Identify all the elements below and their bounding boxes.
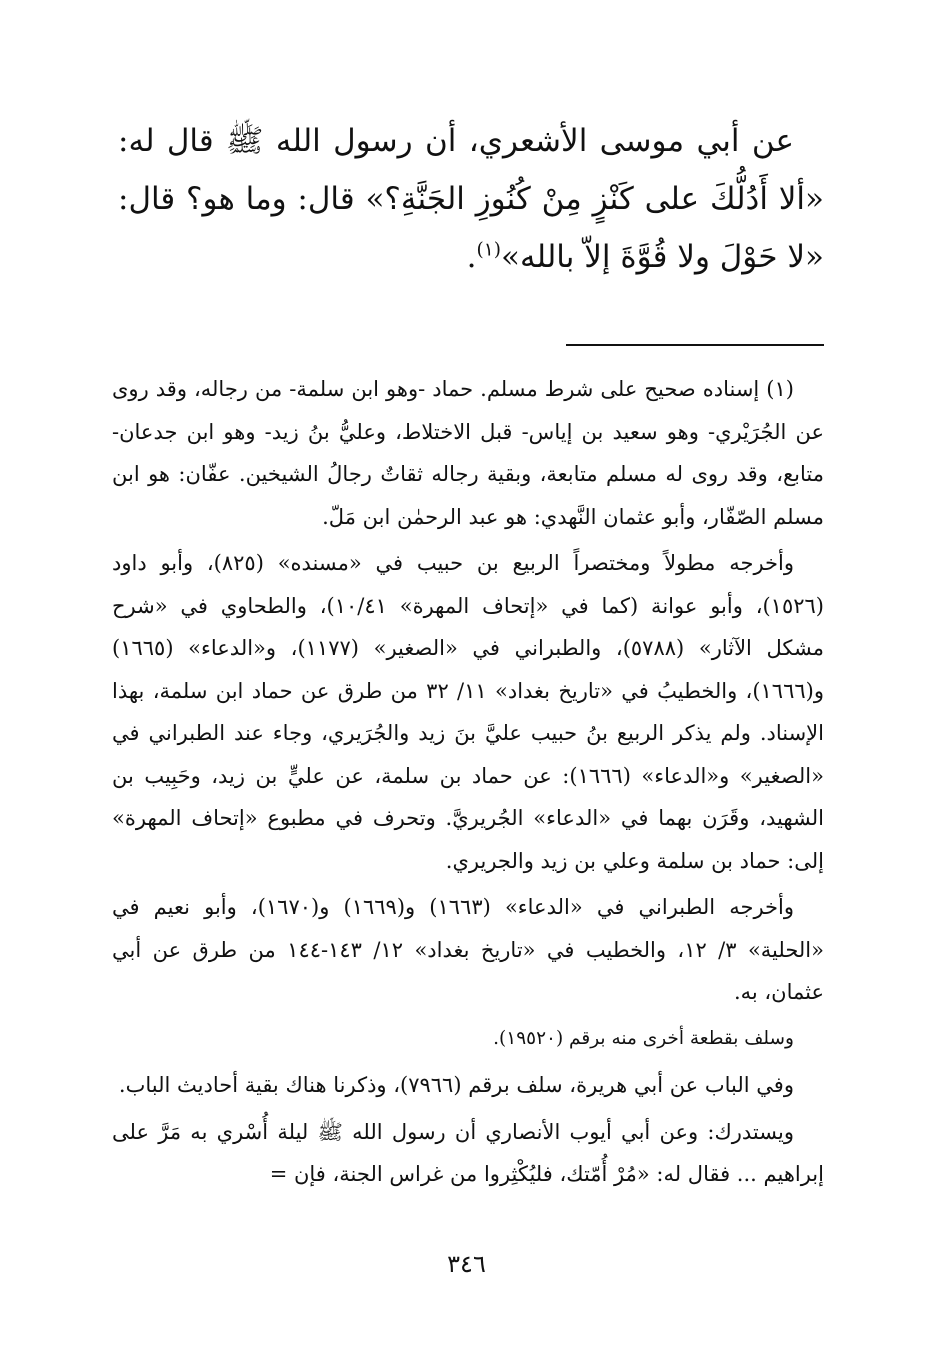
footnote-paragraph: ويستدرك: وعن أبي أيوب الأنصاري أن رسول الله ﷺ ليلة أُسْري به مَرَّ على إبراهيم ... فقال له: «مُرْ أُمّتك، فليُكْثِروا من غراس الجنة، فإن = [112, 1119, 824, 1186]
footnote-separator [566, 344, 824, 346]
hadith-paragraph [118, 112, 824, 286]
footnotes [112, 368, 824, 1200]
main-text [118, 112, 824, 286]
end-punctuation: . [466, 239, 477, 275]
footnote-paragraph: (١) إسناده صحيح على شرط مسلم. حماد -وهو ابن سلمة- من رجاله، وقد روى عن الجُرَيْري- وهو سعيد بن إياس- قبل الاختلاط، وعليُّ بنُ زيد- وهو ابن جدعان- متابع، وقد روى له مسلم متابعة، وبقية رجاله ثقاتٌ رجالُ الشيخين. عفّان: هو ابن مسلم الصّفّار، وأبو عثمان النَّهدي: هو عبد الرحمٰن ابن مَلّ. [112, 377, 824, 529]
footnote-marker: (١) [476, 239, 501, 261]
footnote-paragraph: وأخرجه الطبراني في «الدعاء» (١٦٦٣) و(١٦٦٩) و(١٦٧٠)، وأبو نعيم في «الحلية» ٣/ ١٢، والخطيب في «تاريخ بغداد» ١٢/ ١٤٣-١٤٤ من طرق عن أبي عثمان، به. [112, 895, 824, 1004]
footnote-paragraph: وسلف بقطعة أخرى منه برقم (١٩٥٢٠). [493, 1027, 794, 1049]
hadith-text: عن أبي موسى الأشعري، أن رسول الله ﷺ قال له: «ألا أَدُلُّكَ على كَنْزٍ مِنْ كُنُوزِ الجَنَّةِ؟» قال: وما هو؟ قال: «لا حَوْلَ ولا قُوَّةَ إلاّ بالله» [118, 123, 824, 275]
page-number: ٣٤٦ [447, 1250, 486, 1278]
footnote-paragraph: وأخرجه مطولاً ومختصراً الربيع بن حبيب في «مسنده» (٨٢٥)، وأبو داود (١٥٢٦)، وأبو عوانة (كما في «إتحاف المهرة» ١٠/٤١)، والطحاوي في «شرح مشكل الآثار» (٥٧٨٨)، والطبراني في «الصغير» (١١٧٧)، و«الدعاء» (١٦٦٥) و(١٦٦٦)، والخطيبُ في «تاريخ بغداد» ١١/ ٣٢ من طرق عن حماد ابن سلمة، بهذا الإسناد. ولم يذكر الربيع بنُ حبيب عليَّ بنَ زيد والجُرَيري، وجاء عند الطبراني في «الصغير» و«الدعاء» (١٦٦٦): عن حماد بن سلمة، عن عليٍّ بن زيد، وحَبِيب بن الشهيد، وقَرَن بهما في «الدعاء» الجُريريَّ. وتحرف في مطبوع «إتحاف المهرة» إلى: حماد بن سلمة وعلي بن زيد والجريري. [112, 551, 825, 873]
footnote-paragraph: وفي الباب عن أبي هريرة، سلف برقم (٧٩٦٦)، وذكرنا هناك بقية أحاديث الباب. [118, 1073, 794, 1097]
